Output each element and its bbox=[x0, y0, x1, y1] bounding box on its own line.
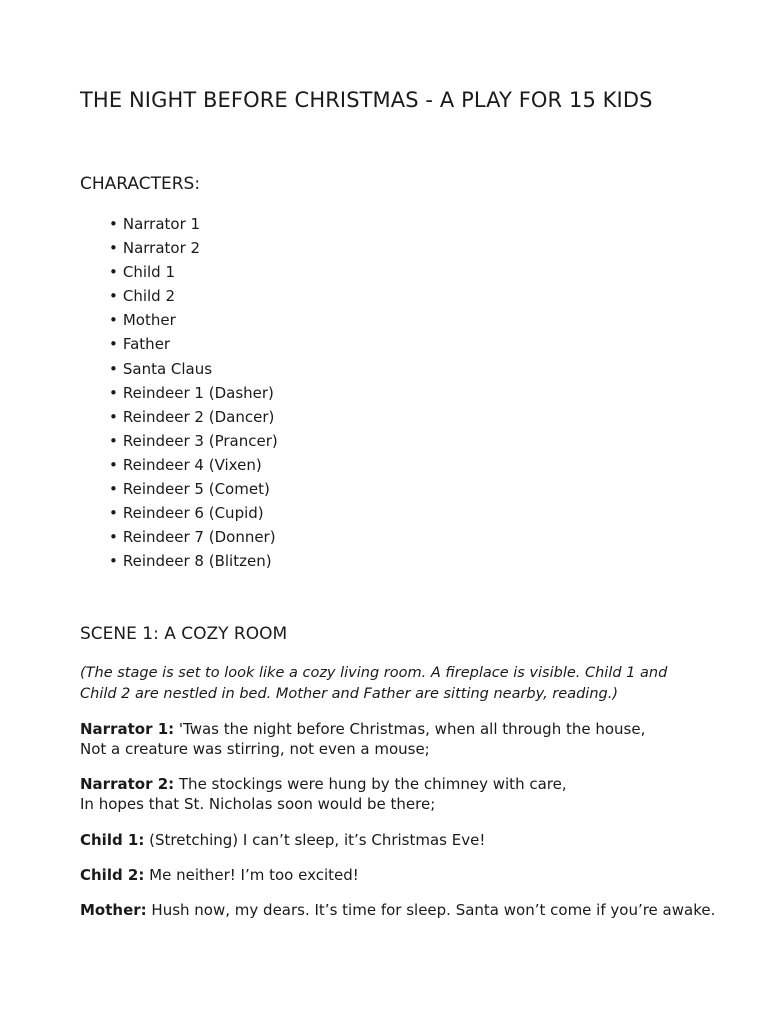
character-name: Narrator 1 bbox=[122, 215, 201, 233]
character-name: Reindeer 2 (Dancer) bbox=[122, 407, 275, 426]
dialogue-text: The stockings were hung by the chimney with care, bbox=[174, 775, 567, 793]
dialogue-line bbox=[80, 774, 720, 814]
character-name: Father bbox=[122, 335, 171, 354]
dialogue-text: Me neither! I’m too excited! bbox=[144, 866, 359, 884]
speaker-name: Mother: bbox=[80, 901, 147, 919]
dialogue-line bbox=[80, 830, 720, 850]
character-name: Child 1 bbox=[122, 263, 176, 282]
list-item bbox=[109, 406, 278, 430]
dialogue-text: 'Twas the night before Christmas, when all through the house, bbox=[174, 720, 646, 738]
list-item bbox=[109, 213, 278, 237]
bullet-icon: • bbox=[109, 455, 118, 474]
bullet-icon: • bbox=[109, 552, 118, 571]
list-item bbox=[109, 502, 278, 526]
bullet-icon: • bbox=[109, 287, 118, 306]
list-item bbox=[109, 430, 278, 454]
dialogue-text-continued: Not a creature was stirring, not even a mouse; bbox=[80, 740, 430, 758]
bullet-icon: • bbox=[109, 311, 118, 330]
list-item bbox=[109, 309, 278, 333]
list-item bbox=[109, 382, 278, 406]
character-name: Narrator 2 bbox=[122, 239, 201, 258]
speaker-name: Narrator 1: bbox=[80, 720, 175, 738]
scene-heading: SCENE 1: A COZY ROOM bbox=[80, 624, 288, 644]
characters-heading: CHARACTERS: bbox=[80, 174, 201, 194]
character-list bbox=[109, 213, 278, 574]
dialogue-text: Hush now, my dears. It’s time for sleep. Santa won’t come if you’re awake. bbox=[146, 901, 716, 919]
dialogue-text-continued: In hopes that St. Nicholas soon would be there; bbox=[80, 795, 436, 813]
character-name: Reindeer 1 (Dasher) bbox=[122, 383, 274, 402]
list-item bbox=[109, 358, 278, 382]
character-name: Reindeer 8 (Blitzen) bbox=[122, 552, 272, 571]
character-name: Child 2 bbox=[122, 287, 176, 306]
bullet-icon: • bbox=[109, 480, 118, 499]
stage-direction: (The stage is set to look like a cozy living room. A fireplace is visible. Child 1 and Child 2 are nestled in bed. Mother and Father are sitting nearby, reading.) bbox=[80, 665, 668, 702]
dialogue-line bbox=[80, 865, 720, 885]
character-name: Reindeer 4 (Vixen) bbox=[122, 455, 262, 474]
bullet-icon: • bbox=[109, 335, 118, 354]
character-name: Mother bbox=[122, 311, 176, 330]
character-name: Reindeer 5 (Comet) bbox=[122, 480, 270, 499]
speaker-name: Narrator 2: bbox=[80, 775, 175, 793]
play-title: THE NIGHT BEFORE CHRISTMAS - A PLAY FOR 15 KIDS bbox=[80, 88, 653, 112]
list-item bbox=[109, 526, 278, 550]
speaker-name: Child 2: bbox=[80, 866, 145, 884]
speaker-name: Child 1: bbox=[80, 831, 145, 849]
bullet-icon: • bbox=[109, 215, 118, 233]
bullet-icon: • bbox=[109, 504, 118, 523]
bullet-icon: • bbox=[109, 383, 118, 402]
bullet-icon: • bbox=[109, 263, 118, 282]
bullet-icon: • bbox=[109, 359, 118, 378]
character-name: Reindeer 7 (Donner) bbox=[122, 528, 276, 547]
list-item bbox=[109, 237, 278, 261]
list-item bbox=[109, 285, 278, 309]
list-item bbox=[109, 333, 278, 357]
dialogue-text: (Stretching) I can’t sleep, it’s Christmas Eve! bbox=[144, 831, 486, 849]
bullet-icon: • bbox=[109, 407, 118, 426]
character-name: Reindeer 3 (Prancer) bbox=[122, 431, 278, 450]
bullet-icon: • bbox=[109, 431, 118, 450]
bullet-icon: • bbox=[109, 239, 118, 258]
character-name: Reindeer 6 (Cupid) bbox=[122, 504, 264, 523]
list-item bbox=[109, 454, 278, 478]
list-item bbox=[109, 550, 278, 574]
bullet-icon: • bbox=[109, 528, 118, 547]
list-item bbox=[109, 478, 278, 502]
dialogue-line bbox=[80, 900, 720, 920]
character-name: Santa Claus bbox=[122, 359, 213, 378]
dialogue-line bbox=[80, 719, 720, 759]
list-item bbox=[109, 261, 278, 285]
